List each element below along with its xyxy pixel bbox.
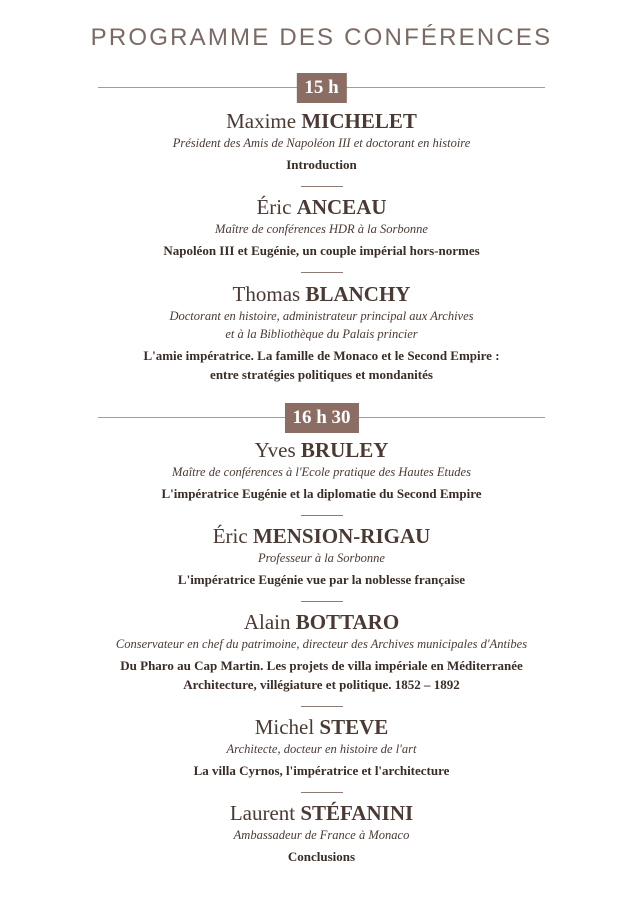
speaker-role: Professeur à la Sorbonne	[258, 551, 385, 565]
speaker-first-name: Maxime	[226, 109, 297, 133]
speaker-last-name: STEVE	[319, 715, 389, 739]
speaker-name	[0, 194, 643, 220]
talk-separator	[301, 272, 343, 273]
time-badge: 16 h 30	[284, 403, 358, 433]
speaker-role: Ambassadeur de France à Monaco	[233, 828, 410, 842]
speaker-last-name: BLANCHY	[305, 282, 411, 306]
talk-item	[0, 714, 643, 780]
talk-topic: L'amie impératrice. La famille de Monaco et le Second Empire :	[143, 348, 500, 363]
talk-topic: La villa Cyrnos, l'impératrice et l'architecture	[193, 763, 450, 778]
speaker-role: Doctorant en histoire, administrateur principal aux Archives	[169, 309, 474, 323]
session-time-divider	[98, 403, 545, 433]
talk-topic: L'impératrice Eugénie vue par la noblesse française	[177, 572, 466, 587]
talk-topic: Introduction	[286, 157, 357, 172]
talk-item	[0, 800, 643, 866]
speaker-role: et à la Bibliothèque du Palais princier	[225, 327, 418, 341]
talk-separator	[301, 601, 343, 602]
page-title: PROGRAMME DES CONFÉRENCES	[90, 24, 553, 51]
speaker-first-name: Alain	[243, 610, 291, 634]
talk-topic: Du Pharo au Cap Martin. Les projets de villa impériale en Méditerranée	[120, 658, 523, 673]
speaker-first-name: Éric	[256, 195, 292, 219]
session-time-divider	[98, 73, 545, 103]
speaker-first-name: Michel	[254, 715, 315, 739]
speaker-last-name: ANCEAU	[296, 195, 387, 219]
speaker-first-name: Yves	[254, 438, 296, 462]
talk-separator	[301, 792, 343, 793]
speaker-role: Conservateur en chef du patrimoine, directeur des Archives municipales d'Antibes	[115, 637, 528, 651]
talk-item	[0, 609, 643, 694]
talk-topic: Architecture, villégiature et politique. 1852 – 1892	[183, 677, 460, 692]
speaker-first-name: Thomas	[232, 282, 301, 306]
talk-topic: Napoléon III et Eugénie, un couple impérial hors-normes	[163, 243, 480, 258]
talk-topic: L'impératrice Eugénie et la diplomatie du Second Empire	[161, 486, 482, 501]
talk-item	[0, 108, 643, 174]
time-badge: 15 h	[296, 73, 346, 103]
speaker-role: Maître de conférences HDR à la Sorbonne	[215, 222, 428, 236]
talk-item	[0, 437, 643, 503]
speaker-last-name: MICHELET	[301, 109, 417, 133]
speaker-name	[0, 437, 643, 463]
talk-separator	[301, 706, 343, 707]
speaker-role: Architecte, docteur en histoire de l'art	[226, 742, 417, 756]
talk-topic: entre stratégies politiques et mondanités	[210, 367, 433, 382]
speaker-role: Président des Amis de Napoléon III et doctorant en histoire	[172, 136, 471, 150]
speaker-last-name: BRULEY	[300, 438, 389, 462]
speaker-first-name: Laurent	[229, 801, 296, 825]
speaker-name	[0, 800, 643, 826]
speaker-role: Maître de conférences à l'Ecole pratique des Hautes Etudes	[172, 465, 471, 479]
talk-topic: Conclusions	[287, 849, 356, 864]
speaker-name	[0, 108, 643, 134]
speaker-name	[0, 523, 643, 549]
speaker-first-name: Éric	[212, 524, 248, 548]
speaker-last-name: BOTTARO	[295, 610, 400, 634]
speaker-name	[0, 714, 643, 740]
speaker-last-name: MENSION-RIGAU	[252, 524, 431, 548]
speaker-name	[0, 281, 643, 307]
talk-item	[0, 194, 643, 260]
speaker-last-name: STÉFANINI	[300, 801, 414, 825]
talk-item	[0, 523, 643, 589]
talk-separator	[301, 186, 343, 187]
talk-separator	[301, 515, 343, 516]
talk-item	[0, 281, 643, 384]
speaker-name	[0, 609, 643, 635]
